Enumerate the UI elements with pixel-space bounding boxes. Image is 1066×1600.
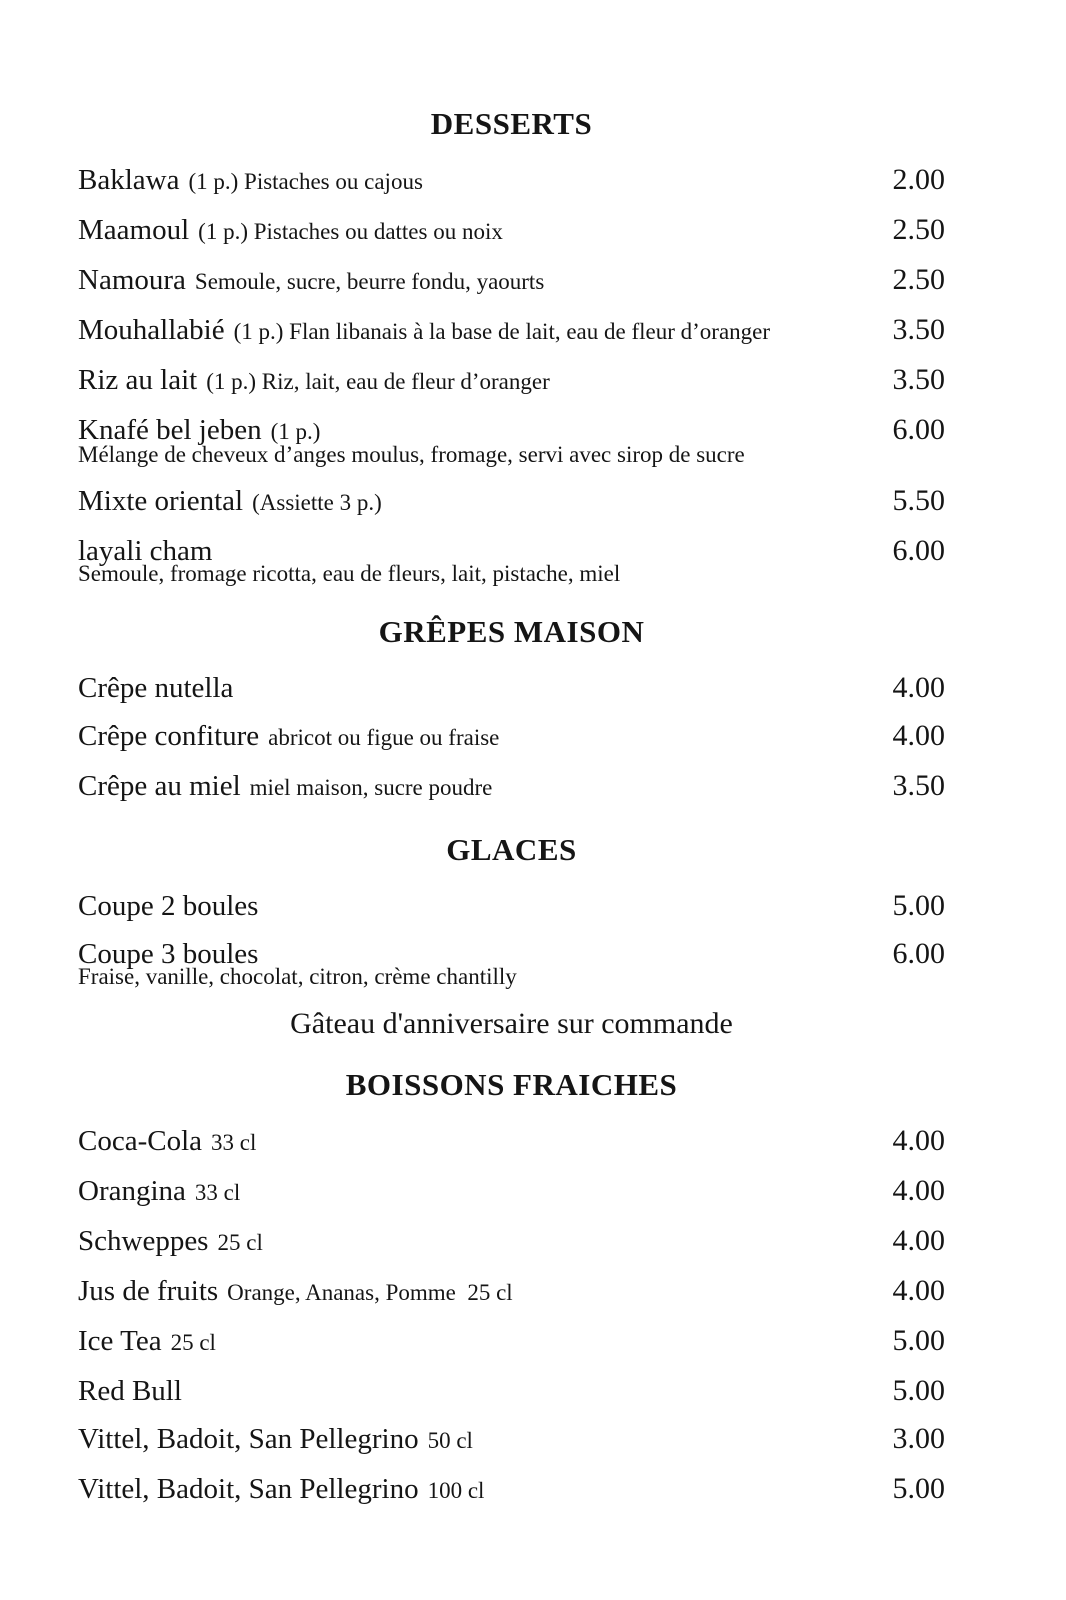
menu-item-line — [78, 718, 945, 756]
menu-item — [78, 262, 945, 300]
menu-item-line — [78, 1373, 945, 1409]
item-price: 2.00 — [892, 163, 945, 196]
menu-item — [78, 1123, 945, 1161]
menu-item-line — [78, 362, 945, 400]
menu-item-line — [78, 768, 945, 806]
menu-item-line — [78, 212, 945, 250]
item-name: Coupe 2 boules — [78, 890, 259, 922]
item-name: Namoura — [78, 264, 186, 296]
menu-section-boissons-fraiches — [78, 1067, 945, 1509]
menu-section-gr-pes-maison — [78, 614, 945, 806]
item-name: Schweppes — [78, 1225, 209, 1257]
section-items — [78, 1123, 945, 1509]
item-detail: 33 cl — [194, 1180, 241, 1205]
item-price: 5.00 — [892, 1472, 945, 1505]
item-price: 3.50 — [892, 769, 945, 802]
item-detail: 33 cl — [211, 1130, 257, 1155]
item-detail: 50 cl — [427, 1428, 473, 1453]
item-name: Knafé bel jeben — [78, 414, 262, 446]
item-name: Coupe 3 boules — [78, 938, 259, 970]
item-price: 5.50 — [892, 484, 945, 517]
item-name: Baklawa — [78, 164, 180, 196]
item-name: Red Bull — [78, 1375, 182, 1407]
menu-section-glaces — [78, 832, 945, 1041]
section-title: DESSERTS — [430, 106, 593, 141]
item-name: Mixte oriental — [78, 485, 244, 517]
item-name: layali cham — [78, 535, 213, 567]
item-detail: (1 p.) Flan libanais à la base de lait, eau de fleur d’oranger — [233, 319, 771, 344]
menu-sections — [78, 106, 945, 1509]
section-title: GRÊPES MAISON — [378, 614, 645, 649]
menu-item — [78, 162, 945, 200]
item-description: Fraise, vanille, chocolat, citron, crème chantilly — [78, 964, 517, 989]
section-items — [78, 888, 945, 991]
menu-item — [78, 1471, 945, 1509]
menu-item — [78, 412, 945, 469]
item-detail: 100 cl — [427, 1478, 485, 1503]
menu-item — [78, 1223, 945, 1261]
item-detail: miel maison, sucre poudre — [249, 775, 493, 800]
section-note: Gâteau d'anniversaire sur commande — [290, 1007, 733, 1040]
menu-item — [78, 768, 945, 806]
section-title: BOISSONS FRAICHES — [345, 1067, 678, 1102]
item-detail: (1 p.) — [270, 419, 321, 444]
item-description: Semoule, fromage ricotta, eau de fleurs, lait, pistache, miel — [78, 561, 621, 586]
item-price: 2.50 — [892, 213, 945, 246]
menu-item — [78, 1273, 945, 1311]
item-detail: 25 cl — [170, 1330, 216, 1355]
item-price: 5.00 — [892, 1324, 945, 1357]
item-name: Jus de fruits — [78, 1275, 219, 1307]
menu-item — [78, 533, 945, 588]
menu-item-line — [78, 1323, 945, 1361]
item-price: 5.00 — [892, 1374, 945, 1407]
item-detail: abricot ou figue ou fraise — [268, 725, 500, 750]
item-name: Vittel, Badoit, San Pellegrino — [78, 1473, 419, 1505]
menu-item — [78, 718, 945, 756]
menu-item — [78, 212, 945, 250]
menu-item — [78, 483, 945, 521]
item-name: Vittel, Badoit, San Pellegrino — [78, 1423, 419, 1455]
item-price: 2.50 — [892, 263, 945, 296]
menu-item — [78, 670, 945, 706]
menu-item — [78, 1421, 945, 1459]
item-detail: Orange, Ananas, Pomme 25 cl — [227, 1280, 513, 1305]
item-detail: (1 p.) Pistaches ou dattes ou noix — [198, 219, 503, 244]
item-price: 3.50 — [892, 313, 945, 346]
item-price: 4.00 — [892, 1174, 945, 1207]
item-price: 4.00 — [892, 1124, 945, 1157]
menu-item-line — [78, 1471, 945, 1509]
item-name: Riz au lait — [78, 364, 198, 396]
menu-item — [78, 1173, 945, 1211]
section-title: GLACES — [446, 832, 577, 867]
item-price: 3.50 — [892, 363, 945, 396]
item-detail: (1 p.) Riz, lait, eau de fleur d’oranger — [206, 369, 550, 394]
section-items — [78, 670, 945, 806]
item-detail: 25 cl — [217, 1230, 263, 1255]
item-price: 6.00 — [892, 937, 945, 970]
menu-item — [78, 1323, 945, 1361]
menu-item-line — [78, 262, 945, 300]
menu-item — [78, 936, 945, 991]
menu-section-desserts — [78, 106, 945, 588]
item-detail: (Assiette 3 p.) — [252, 490, 382, 515]
menu-item-line — [78, 162, 945, 200]
item-price: 4.00 — [892, 719, 945, 752]
menu-item-line — [78, 1273, 945, 1311]
item-price: 4.00 — [892, 671, 945, 704]
menu-item-line — [78, 1173, 945, 1211]
item-name: Maamoul — [78, 214, 190, 246]
menu-item-line — [78, 1223, 945, 1261]
item-name: Orangina — [78, 1175, 186, 1207]
item-price: 3.00 — [892, 1422, 945, 1455]
menu-item-line — [78, 312, 945, 350]
item-detail: (1 p.) Pistaches ou cajous — [188, 169, 423, 194]
menu-item-line — [78, 670, 945, 706]
item-price: 4.00 — [892, 1224, 945, 1257]
item-name: Coca-Cola — [78, 1125, 203, 1157]
menu-item — [78, 312, 945, 350]
item-name: Mouhallabié — [78, 314, 225, 346]
item-name: Crêpe nutella — [78, 672, 234, 704]
menu-item — [78, 888, 945, 924]
menu-item-line — [78, 888, 945, 924]
item-name: Ice Tea — [78, 1325, 162, 1357]
menu-item — [78, 1373, 945, 1409]
menu-item — [78, 362, 945, 400]
menu-item-line — [78, 483, 945, 521]
item-price: 6.00 — [892, 534, 945, 567]
item-price: 6.00 — [892, 413, 945, 446]
menu-item-line — [78, 1421, 945, 1459]
menu-item-line — [78, 1123, 945, 1161]
item-description: Mélange de cheveux d’anges moulus, fromage, servi avec sirop de sucre — [78, 442, 745, 467]
item-name: Crêpe confiture — [78, 720, 260, 752]
item-detail: Semoule, sucre, beurre fondu, yaourts — [194, 269, 545, 294]
section-items — [78, 162, 945, 588]
item-name: Crêpe au miel — [78, 770, 241, 802]
item-price: 4.00 — [892, 1274, 945, 1307]
item-price: 5.00 — [892, 889, 945, 922]
